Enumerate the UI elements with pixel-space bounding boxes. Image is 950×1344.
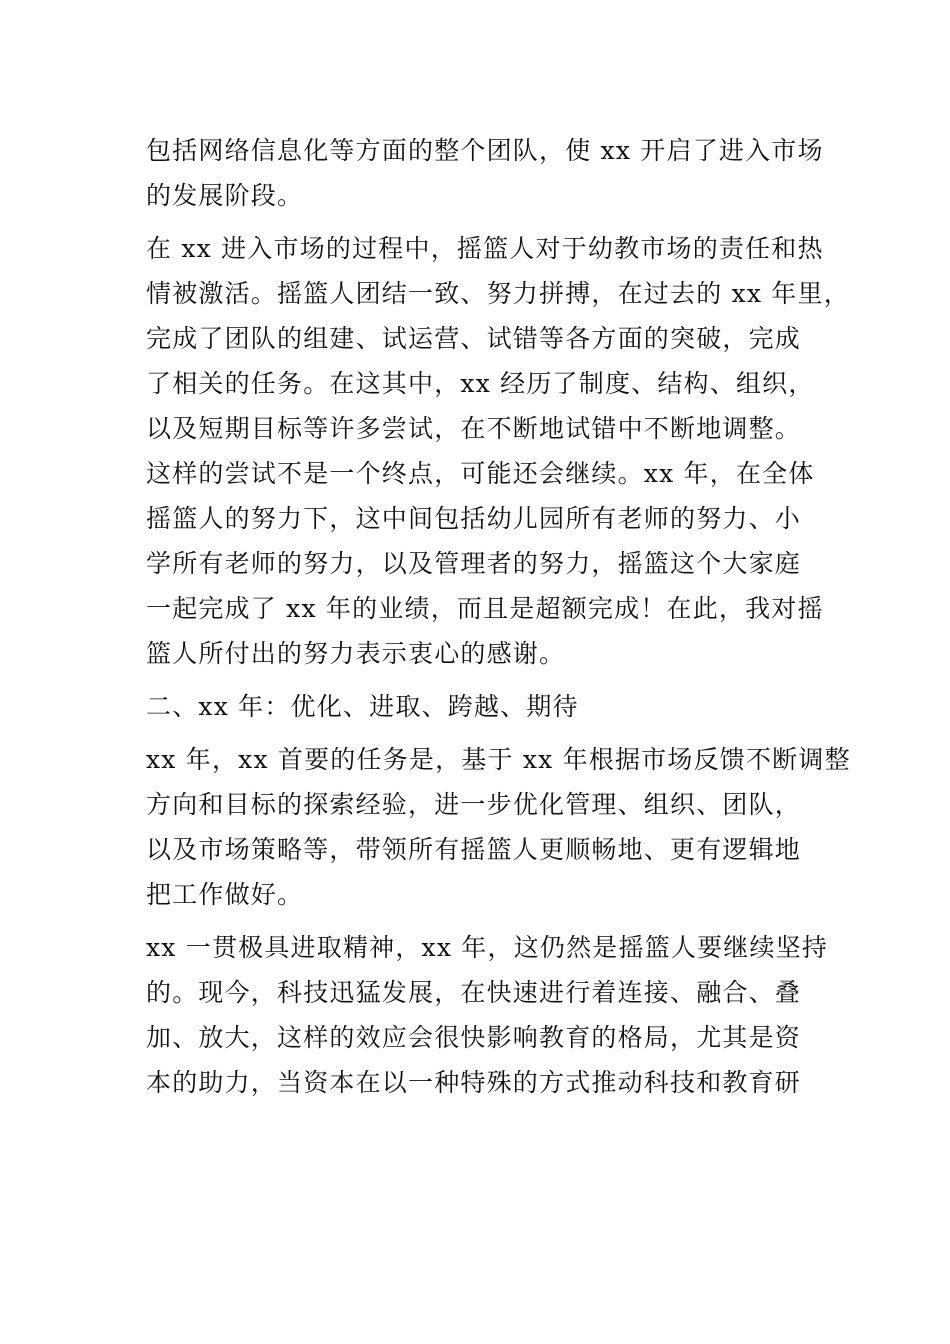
- text-line: xx 年，xx 首要的任务是，基于 xx 年根据市场反馈不断调整: [146, 745, 851, 774]
- document-body: [146, 128, 851, 1105]
- text-line: 把工作做好。: [146, 880, 304, 909]
- text-line: 摇篮人的努力下，这中间包括幼儿园所有老师的努力、小: [146, 504, 802, 533]
- text-line: 这样的尝试不是一个终点，可能还会继续。xx 年，在全体: [146, 459, 815, 488]
- text-line: 情被激活。摇篮人团结一致、努力拼搏，在过去的 xx 年里，: [146, 279, 850, 308]
- text-line: 篮人所付出的努力表示衷心的感谢。: [146, 639, 566, 668]
- text-line: 在 xx 进入市场的过程中，摇篮人对于幼教市场的责任和热: [146, 234, 824, 263]
- heading-line: 二、xx 年：优化、进取、跨越、期待: [146, 692, 579, 721]
- text-line: 的。现今，科技迅猛发展，在快速进行着连接、融合、叠: [146, 978, 802, 1007]
- paragraph-2: [146, 226, 850, 676]
- text-line: 以及短期目标等许多尝试，在不断地试错中不断地调整。: [146, 414, 802, 443]
- paragraph-1: [146, 128, 826, 218]
- text-line: 包括网络信息化等方面的整个团队，使 xx 开启了进入市场: [146, 136, 824, 165]
- text-line: 一起完成了 xx 年的业绩，而且是超额完成！在此，我对摇: [146, 594, 824, 623]
- text-line: 完成了团队的组建、试运营、试错等各方面的突破，完成: [146, 324, 802, 353]
- text-line: xx 一贯极具进取精神，xx 年，这仍然是摇篮人要继续坚持: [146, 933, 829, 962]
- text-line: 本的助力，当资本在以一种特殊的方式推动科技和教育研: [146, 1068, 802, 1097]
- text-line: 了相关的任务。在这其中，xx 经历了制度、结构、组织，: [146, 369, 815, 398]
- text-line: 加、放大，这样的效应会很快影响教育的格局，尤其是资: [146, 1023, 802, 1052]
- text-line: 以及市场策略等，带领所有摇篮人更顺畅地、更有逻辑地: [146, 835, 802, 864]
- section-heading: [146, 684, 826, 729]
- text-line: 的发展阶段。: [146, 181, 304, 210]
- text-line: 学所有老师的努力，以及管理者的努力，摇篮这个大家庭: [146, 549, 802, 578]
- paragraph-4: [146, 925, 829, 1105]
- text-line: 方向和目标的探索经验，进一步优化管理、组织、团队，: [146, 790, 802, 819]
- paragraph-3: [146, 737, 851, 917]
